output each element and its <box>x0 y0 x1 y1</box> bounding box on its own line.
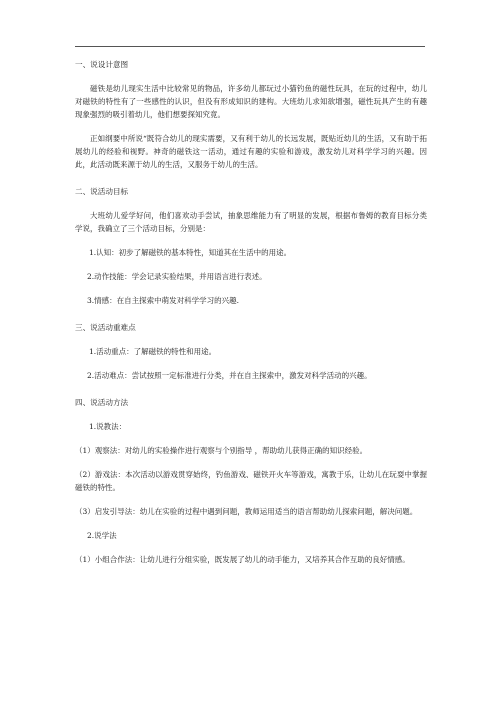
design-intent-paragraph-1: 磁铁是幼儿现实生活中比较常见的物品，许多幼儿都玩过小猫钓鱼的磁性玩具，在玩的过程中，幼儿对磁铁的特性有了一些感性的认识，但没有形成知识的建构。大班幼儿求知欲增强，磁性玩具产生的有趣现象强烈的吸引着幼儿，他们想要探知究竟。 <box>75 84 427 119</box>
design-intent-paragraph-2: 正如纲要中所说“既符合幼儿的现实需要，又有利于幼儿的长远发展，既贴近幼儿的生活，又有助于拓展幼儿的经验和视野。神奇的磁铁这一活动，通过有趣的实验和游戏，激发幼儿对科学学习的兴趣。因此，此活动既来源于幼儿的生活，又服务于幼儿的生活。 <box>75 134 427 169</box>
method-game: （2）游戏法：本次活动以游戏贯穿始终，钓鱼游戏、磁铁开火车等游戏，寓教于乐，让幼儿在玩耍中掌握磁铁的特性。 <box>75 470 427 492</box>
key-point-item: 1.活动重点：了解磁铁的特性和用途。 <box>89 347 217 356</box>
document-body <box>75 58 427 577</box>
teaching-methods-subheading: 1.说教法： <box>89 422 127 431</box>
objectives-intro: 大班幼儿爱学好问，他们喜欢动手尝试，抽象思维能力有了明显的发展，根据布鲁姆的教育目标分类学说，我确立了三个活动目标，分别是： <box>75 211 427 233</box>
method-guidance: （3）启发引导法：幼儿在实验的过程中遇到问题，教师运用适当的语言帮助幼儿探索问题，解决问题。 <box>75 507 418 516</box>
objective-item-cognition: 1.认知：初步了解磁铁的基本特性，知道其在生活中的用途。 <box>89 248 292 257</box>
method-group-cooperation: （1）小组合作法：让幼儿进行分组实验，既发展了幼儿的动手能力，又培养其合作互助的良好情感。 <box>75 555 410 564</box>
section-heading-objectives: 二、说活动目标 <box>75 187 129 196</box>
difficult-point-item: 2.活动难点：尝试按照一定标准进行分类，并在自主探索中，激发对科学活动的兴趣。 <box>87 371 372 380</box>
learning-methods-subheading: 2.说学法 <box>87 531 117 540</box>
objective-item-skills: 2.动作技能：学会记录实验结果，并用语言进行表述。 <box>87 272 267 281</box>
section-heading-methods: 四、说活动方法 <box>75 398 129 407</box>
header-rule <box>75 46 425 47</box>
section-heading-design-intent: 一、说设计意图 <box>75 60 129 69</box>
section-heading-key-points: 三、说活动重难点 <box>75 323 136 332</box>
objective-item-emotion: 3.情感：在自主探索中萌发对科学学习的兴趣. <box>87 296 240 305</box>
method-observation: （1）观察法：对幼儿的实验操作进行观察与个别指导 ，帮助幼儿获得正确的知识经验。 <box>75 446 368 455</box>
